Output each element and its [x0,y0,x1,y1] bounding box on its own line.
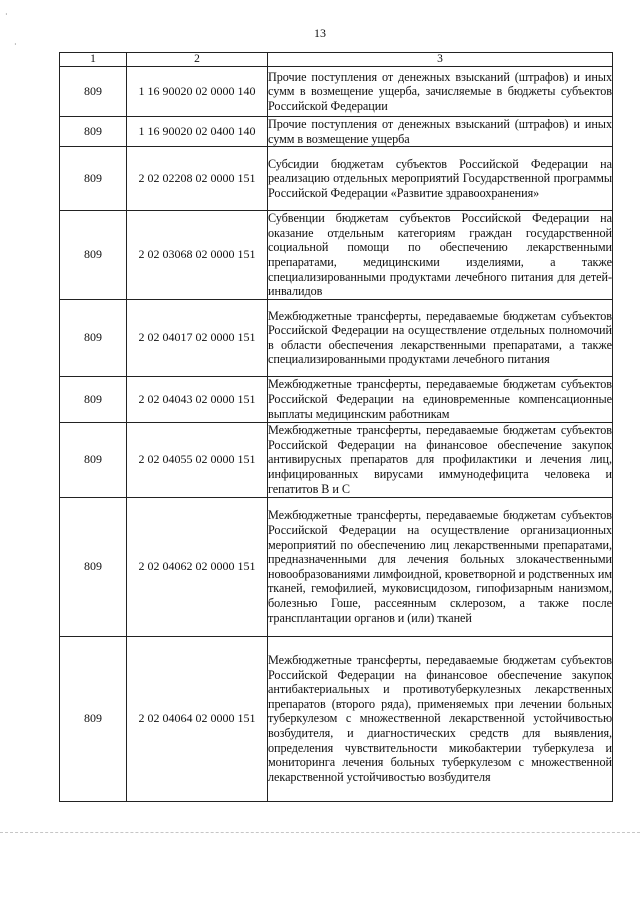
scan-speck: · [5,10,8,19]
scan-speck: · [14,40,17,49]
admin-code-cell: 809 [60,422,127,497]
budget-code-cell: 2 02 02208 02 0000 151 [127,147,268,211]
table-row [60,299,613,376]
scan-artifact-line [0,832,640,833]
budget-codes-table [59,52,613,802]
admin-code-cell: 809 [60,117,127,147]
budget-code-cell: 2 02 04062 02 0000 151 [127,497,268,636]
budget-code-cell: 1 16 90020 02 0400 140 [127,117,268,147]
admin-code-cell: 809 [60,376,127,422]
table-header-row [60,53,613,67]
description-cell: Субсидии бюджетам субъектов Российской Федерации на реализацию отдельных мероприятий Государственной программы Российской Федерации «Развитие здравоохранения» [268,147,613,211]
budget-code-cell: 2 02 04043 02 0000 151 [127,376,268,422]
table-row [60,117,613,147]
budget-code-cell: 2 02 03068 02 0000 151 [127,211,268,300]
budget-code-cell: 1 16 90020 02 0000 140 [127,67,268,117]
admin-code-cell: 809 [60,497,127,636]
page-number: 13 [314,26,326,40]
table-row [60,67,613,117]
budget-code-cell: 2 02 04064 02 0000 151 [127,636,268,801]
description-cell: Прочие поступления от денежных взысканий (штрафов) и иных сумм в возмещение ущерба, зачисляемые в бюджеты субъектов Российской Федерации [268,67,613,117]
column-header: 1 [60,53,127,67]
table-row [60,422,613,497]
table-row [60,497,613,636]
budget-code-cell: 2 02 04055 02 0000 151 [127,422,268,497]
description-cell: Межбюджетные трансферты, передаваемые бюджетам субъектов Российской Федерации на финансовое обеспечение закупок антивирусных препаратов для профилактики и лечения лиц, инфицированных вирусами иммунодефицита человека и гепатитов B и C [268,423,612,496]
table-row [60,211,613,300]
admin-code-cell: 809 [60,636,127,801]
description-cell: Прочие поступления от денежных взысканий (штрафов) и иных сумм в возмещение ущерба [268,117,612,146]
description-cell: Межбюджетные трансферты, передаваемые бюджетам субъектов Российской Федерации на осуществление организационных мероприятий по обеспечению лиц лекарственными препаратами, предназначенными для лечения больных злокачественными новообразованиями лимфоидной, кроветворной и родственных им тканей, гемофилией, муковисцидозом, гипофизарным нанизмом, болезнью Гоше, рассеянным склерозом, а также после трансплантации органов и (или) тканей [268,497,613,636]
column-header: 3 [268,53,613,67]
table-row [60,376,613,422]
admin-code-cell: 809 [60,147,127,211]
admin-code-cell: 809 [60,211,127,300]
table-row [60,147,613,211]
description-cell: Межбюджетные трансферты, передаваемые бюджетам субъектов Российской Федерации на осуществление отдельных полномочий в области обеспечения лекарственными препаратами, а также специализированными продуктами лечебного питания [268,299,613,376]
description-cell: Межбюджетные трансферты, передаваемые бюджетам субъектов Российской Федерации на единовременные компенсационные выплаты медицинским работникам [268,377,612,421]
column-header: 2 [127,53,268,67]
description-cell: Субвенции бюджетам субъектов Российской Федерации на оказание отдельным категориям граждан государственной социальной помощи по обеспечению лекарственными препаратами, медицинскими изделиями, а также специализированными продуктами лечебного питания для детей-инвалидов [268,211,612,299]
description-cell: Межбюджетные трансферты, передаваемые бюджетам субъектов Российской Федерации на финансовое обеспечение закупок антибактериальных и противотуберкулезных лекарственных препаратов (второго ряда), применяемых при лечении больных туберкулезом с множественной лекарственной устойчивостью возбудителя, и диагностических средств для выявления, определения чувствительности микобактерии туберкулеза и мониторинга лечения больных туберкулезом с множественной лекарственной устойчивостью возбудителя [268,636,613,801]
admin-code-cell: 809 [60,67,127,117]
admin-code-cell: 809 [60,299,127,376]
budget-code-cell: 2 02 04017 02 0000 151 [127,299,268,376]
table-row [60,636,613,801]
